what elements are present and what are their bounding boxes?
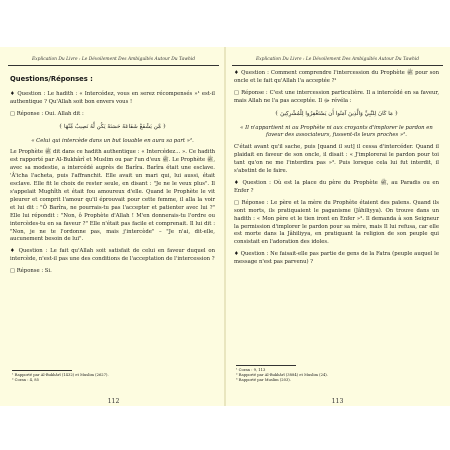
section-heading: Questions/Réponses : (10, 75, 93, 83)
page-body (10, 70, 215, 280)
verse-translation: « Celui qui intercède dans un but louable en aura sa part »². (31, 137, 194, 144)
arabic-verse: ﴿ مَّن يَشْفَعْ شَفَاعَةً حَسَنَةً يَكُن لَّهُ نَصِيبٌ مِّنْهَا ﴾ (58, 123, 167, 130)
book-spread (0, 47, 450, 406)
paragraph: C'était avant qu'il sache, puis [quand il sut] il cessa d'intercéder. Quand il plaidait en faveur de son oncle, il disait : « J'implorerai le pardon pour toi tant qu'on ne me l'interdira pas »³. Puis lorsque cela lui fut interdit, il s'abstint de le faire. (234, 144, 439, 175)
question-1: ♦ Question : Le hadith : « Intercédez, vous en serez récompensés »¹ est-il authentique ? Qu'Allah soit bon envers vous ! (10, 90, 215, 105)
answer-2: □ Réponse : Si. (10, 268, 52, 275)
answer-1: □ Réponse : C'est une intercession particulière. Il a intercédé en sa faveur, mais Allah ne l'a pas acceptée. Il ﷻ révéla : (234, 89, 439, 104)
header-rule (232, 65, 443, 66)
header-rule (8, 65, 219, 66)
page-body (234, 70, 439, 271)
answer-1: □ Réponse : Oui. Allah dit : (10, 110, 84, 117)
footnote-2: ² Coran : 4, 85 (12, 378, 39, 382)
footnote-1: ¹ Rapporté par Al-Bukhârî (1432) et Muslim (2627). (12, 373, 109, 377)
right-page (232, 47, 443, 406)
gutter (224, 47, 226, 406)
footnote-1: ¹ Coran : 9, 113 (236, 368, 266, 372)
question-2: ♦ Question : Où est la place du père du Prophète ﷺ, au Paradis ou en Enfer ? (234, 179, 439, 194)
question-2: ♦ Question : Le fait qu'Allah soit satisfait de celui en faveur duquel on intercède, n'est-il pas une des conditions de l'acceptation de l'intercession ? (10, 248, 215, 263)
left-page (8, 47, 219, 406)
running-header: Explication Du Livre : Le Dévoilement Des Ambiguïtés Autour Du Tawhid (31, 57, 196, 62)
verse-translation: « Il n'appartient ni au Prophète ni aux croyants d'implorer le pardon en faveur des associateurs, fussent-ils leurs proches »². (240, 124, 433, 139)
footnote-rule (236, 365, 296, 366)
footnote-3: ³ Rapporté par Muslim (203). (236, 378, 291, 382)
page-number: 112 (107, 398, 120, 405)
question-1: ♦ Question : Comment comprendre l'intercession du Prophète ﷺ pour son oncle et le fait qu'Allah l'a acceptée ?¹ (234, 70, 439, 84)
arabic-verse: ﴿ مَا كَانَ لِلنَّبِيِّ وَالَّذِينَ آمَنُوا أَن يَسْتَغْفِرُوا لِلْمُشْرِكِينَ ﴾ (275, 110, 398, 117)
answer-2: □ Réponse : Le père et la mère du Prophète étaient des païens. Quand ils sont morts, ils pratiquaient le paganisme (Jâhiliyya). On trouve dans un hadith : « Mon père et le tien iront en Enfer »³. Il demanda à son Seigneur la permission d'implorer le pardon pour sa mère, mais Il lui refusa, car elle est morte dans la Jâhiliyya, en pratiquant la religion de son peuple qui consistait en l'adoration des idoles. (234, 199, 439, 246)
question-3: ♦ Question : Ne faisait-elle pas partie de gens de la Fatra (peuple auquel le message n'est pas parvenu) ? (234, 251, 439, 266)
footnote-rule (12, 370, 72, 371)
paragraph: Le Prophète ﷺ dit dans ce hadith authentique : « Intercédez... ». Ce hadith est rapporté par Al-Bukhârî et Muslim ou par l'un d'eux ﷺ. Le Prophète ﷺ, avec sa modestie, a intercédé auprès de Barîra. Barîra était une esclave. 'Â'icha l'acheta, puis l'affranchit. Elle avait un mari qui, lui aussi, était esclave. Elle fit le choix de rester seule, en disant : "Je ne le veux plus". Il s'appelait Mughîth et était fou amoureux d'elle. Quand le Prophète le vit pleurer et comprit l'amour qu'il éprouvait pour cette femme, il alla la voir et lui dit : "Ô Barîra, ne pourrais-tu pas l'accepter et patienter avec lui ?" Elle lui répondit : "Non, ô Prophète d'Allah ! M'en donnerais-tu l'ordre ou intercèdes-tu en sa faveur ?" Elle n'était pas facile et comprenait. Il lui dit : "Non, je ne te l'ordonne pas, mais j'intercède" – "Je n'ai, dit-elle, aucunement besoin de lui". (10, 149, 215, 243)
running-header: Explication Du Livre : Le Dévoilement Des Ambiguïtés Autour Du Tawhid (255, 57, 420, 62)
footnote-2: ² Rapporté par Al-Bukhârî (3884) et Muslim (24). (236, 373, 328, 377)
page-number: 113 (331, 398, 344, 405)
